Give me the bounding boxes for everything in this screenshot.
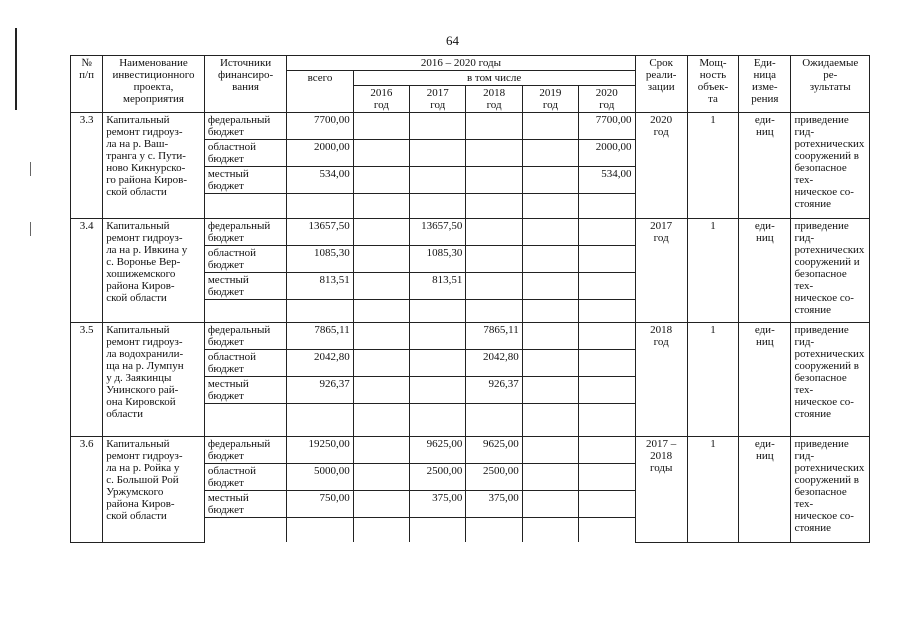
amount-y2017: 813,51 xyxy=(410,273,466,300)
funding-source: областной бюджет xyxy=(204,246,287,273)
empty-cell xyxy=(410,194,466,219)
amount-y2016 xyxy=(353,167,409,194)
amount-y2017 xyxy=(410,350,466,377)
empty-cell xyxy=(522,300,578,323)
amount-y2020: 7700,00 xyxy=(579,113,635,140)
project-expected: приведение гид- ротехнических сооружений в безопасное тех- ническое со- стояние xyxy=(791,113,870,219)
empty-cell xyxy=(287,518,353,543)
empty-cell xyxy=(353,194,409,219)
amount-y2020 xyxy=(579,350,635,377)
amount-y2017: 9625,00 xyxy=(410,437,466,464)
amount-y2018: 926,37 xyxy=(466,377,522,404)
empty-cell xyxy=(466,404,522,437)
amount-total: 1085,30 xyxy=(287,246,353,273)
empty-cell xyxy=(353,300,409,323)
amount-y2018 xyxy=(466,140,522,167)
project-term: 2017 год xyxy=(635,219,687,323)
header-year-2017: 2017 год xyxy=(410,86,466,113)
empty-cell xyxy=(522,194,578,219)
project-unit: еди- ниц xyxy=(739,113,791,219)
scan-artifact-tick xyxy=(30,162,31,176)
project-term: 2018 год xyxy=(635,323,687,437)
header-total: всего xyxy=(287,71,353,113)
empty-cell xyxy=(410,404,466,437)
project-unit: еди- ниц xyxy=(739,323,791,437)
amount-y2020 xyxy=(579,437,635,464)
amount-y2016 xyxy=(353,377,409,404)
amount-total: 7865,11 xyxy=(287,323,353,350)
amount-y2016 xyxy=(353,350,409,377)
project-number: 3.5 xyxy=(71,323,103,437)
project-expected: приведение гид- ротехнических сооружений в безопасное тех- ническое со- стояние xyxy=(791,437,870,543)
empty-cell xyxy=(579,518,635,543)
amount-y2019 xyxy=(522,323,578,350)
amount-total: 926,37 xyxy=(287,377,353,404)
project-name: Капитальный ремонт гидроуз- ла на р. Ивкина у с. Воронье Вер- хошижемского района Киров- ской области xyxy=(103,219,205,323)
empty-cell xyxy=(579,404,635,437)
amount-y2017 xyxy=(410,140,466,167)
funding-source: местный бюджет xyxy=(204,273,287,300)
amount-total: 2042,80 xyxy=(287,350,353,377)
empty-cell xyxy=(204,518,287,543)
amount-total: 19250,00 xyxy=(287,437,353,464)
amount-y2018 xyxy=(466,167,522,194)
amount-y2018 xyxy=(466,219,522,246)
project-name: Капитальный ремонт гидроуз- ла на р. Ройка у с. Большой Рой Уржумского района Киров- ской области xyxy=(103,437,205,543)
header-year-2018: 2018 год xyxy=(466,86,522,113)
funding-source: местный бюджет xyxy=(204,167,287,194)
funding-source: местный бюджет xyxy=(204,377,287,404)
amount-y2019 xyxy=(522,140,578,167)
table-body xyxy=(71,113,870,543)
header-years-range: 2016 – 2020 годы xyxy=(287,56,635,71)
empty-cell xyxy=(204,404,287,437)
amount-y2019 xyxy=(522,437,578,464)
table-row xyxy=(71,113,870,140)
project-unit: еди- ниц xyxy=(739,219,791,323)
amount-y2016 xyxy=(353,140,409,167)
empty-cell xyxy=(287,404,353,437)
header-including: в том числе xyxy=(353,71,635,86)
amount-y2018 xyxy=(466,113,522,140)
amount-y2020 xyxy=(579,464,635,491)
header-expected: Ожидаемые ре- зультаты xyxy=(791,56,870,113)
project-expected: приведение гид- ротехнических сооружений и безопасное тех- ническое со- стояние xyxy=(791,219,870,323)
amount-y2016 xyxy=(353,323,409,350)
amount-y2019 xyxy=(522,167,578,194)
amount-y2018: 2500,00 xyxy=(466,464,522,491)
empty-cell xyxy=(287,300,353,323)
header-year-2016: 2016 год xyxy=(353,86,409,113)
amount-y2017 xyxy=(410,377,466,404)
amount-total: 7700,00 xyxy=(287,113,353,140)
header-name: Наименование инвестиционного проекта, мероприятия xyxy=(103,56,205,113)
header-term: Срок реали- зации xyxy=(635,56,687,113)
amount-y2016 xyxy=(353,437,409,464)
funding-source: федеральный бюджет xyxy=(204,437,287,464)
amount-y2016 xyxy=(353,246,409,273)
table-row xyxy=(71,323,870,350)
amount-y2020 xyxy=(579,246,635,273)
project-capacity: 1 xyxy=(687,219,738,323)
header-sources: Источники финансиро- вания xyxy=(204,56,287,113)
amount-y2018: 7865,11 xyxy=(466,323,522,350)
empty-cell xyxy=(522,518,578,543)
project-term: 2017 – 2018 годы xyxy=(635,437,687,543)
project-number: 3.4 xyxy=(71,219,103,323)
header-year-2020: 2020 год xyxy=(579,86,635,113)
empty-cell xyxy=(466,300,522,323)
project-capacity: 1 xyxy=(687,113,738,219)
amount-y2020 xyxy=(579,377,635,404)
funding-source: местный бюджет xyxy=(204,491,287,518)
funding-source: областной бюджет xyxy=(204,140,287,167)
amount-total: 534,00 xyxy=(287,167,353,194)
project-number: 3.6 xyxy=(71,437,103,543)
project-number: 3.3 xyxy=(71,113,103,219)
empty-cell xyxy=(287,194,353,219)
amount-y2019 xyxy=(522,377,578,404)
amount-y2016 xyxy=(353,219,409,246)
project-expected: приведение гид- ротехнических сооружений в безопасное тех- ническое со- стояние xyxy=(791,323,870,437)
amount-y2019 xyxy=(522,113,578,140)
amount-y2017: 13657,50 xyxy=(410,219,466,246)
amount-y2018 xyxy=(466,273,522,300)
project-capacity: 1 xyxy=(687,323,738,437)
project-name: Капитальный ремонт гидроуз- ла водохранили- ща на р. Лумпун у д. Заякинцы Унинского рай- она Кировской области xyxy=(103,323,205,437)
header-year-2019: 2019 год xyxy=(522,86,578,113)
amount-y2018: 375,00 xyxy=(466,491,522,518)
project-capacity: 1 xyxy=(687,437,738,543)
amount-y2016 xyxy=(353,491,409,518)
amount-y2019 xyxy=(522,464,578,491)
project-unit: еди- ниц xyxy=(739,437,791,543)
empty-cell xyxy=(353,518,409,543)
empty-cell xyxy=(204,300,287,323)
project-term: 2020 год xyxy=(635,113,687,219)
funding-source: федеральный бюджет xyxy=(204,113,287,140)
header-unit: Еди- ница изме- рения xyxy=(739,56,791,113)
empty-cell xyxy=(522,404,578,437)
amount-y2019 xyxy=(522,246,578,273)
empty-cell xyxy=(579,300,635,323)
empty-cell xyxy=(410,518,466,543)
funding-source: федеральный бюджет xyxy=(204,219,287,246)
project-name: Капитальный ремонт гидроуз- ла на р. Ваш- транга у с. Пути- ново Кикнурско- го района Киров- ской области xyxy=(103,113,205,219)
amount-total: 813,51 xyxy=(287,273,353,300)
funding-source: областной бюджет xyxy=(204,350,287,377)
amount-y2016 xyxy=(353,113,409,140)
amount-y2017: 375,00 xyxy=(410,491,466,518)
amount-y2018: 9625,00 xyxy=(466,437,522,464)
amount-y2017: 1085,30 xyxy=(410,246,466,273)
amount-y2016 xyxy=(353,464,409,491)
empty-cell xyxy=(204,194,287,219)
amount-y2016 xyxy=(353,273,409,300)
empty-cell xyxy=(466,194,522,219)
amount-total: 5000,00 xyxy=(287,464,353,491)
empty-cell xyxy=(579,194,635,219)
amount-y2020 xyxy=(579,273,635,300)
amount-y2017 xyxy=(410,167,466,194)
amount-total: 13657,50 xyxy=(287,219,353,246)
amount-total: 2000,00 xyxy=(287,140,353,167)
amount-y2020 xyxy=(579,219,635,246)
amount-y2018: 2042,80 xyxy=(466,350,522,377)
amount-y2019 xyxy=(522,350,578,377)
funding-source: федеральный бюджет xyxy=(204,323,287,350)
table-row xyxy=(71,437,870,464)
amount-y2020 xyxy=(579,491,635,518)
investment-projects-table xyxy=(70,55,870,543)
amount-y2018 xyxy=(466,246,522,273)
amount-y2020: 2000,00 xyxy=(579,140,635,167)
amount-y2019 xyxy=(522,219,578,246)
amount-y2017 xyxy=(410,323,466,350)
table-row xyxy=(71,219,870,246)
header-capacity: Мощ- ность объек- та xyxy=(687,56,738,113)
amount-y2019 xyxy=(522,273,578,300)
amount-y2017: 2500,00 xyxy=(410,464,466,491)
scan-artifact-tick xyxy=(30,222,31,236)
empty-cell xyxy=(410,300,466,323)
header-num: № п/п xyxy=(71,56,103,113)
amount-y2020 xyxy=(579,323,635,350)
empty-cell xyxy=(466,518,522,543)
empty-cell xyxy=(353,404,409,437)
amount-y2019 xyxy=(522,491,578,518)
amount-y2017 xyxy=(410,113,466,140)
page-number: 64 xyxy=(446,33,459,48)
funding-source: областной бюджет xyxy=(204,464,287,491)
amount-total: 750,00 xyxy=(287,491,353,518)
amount-y2020: 534,00 xyxy=(579,167,635,194)
